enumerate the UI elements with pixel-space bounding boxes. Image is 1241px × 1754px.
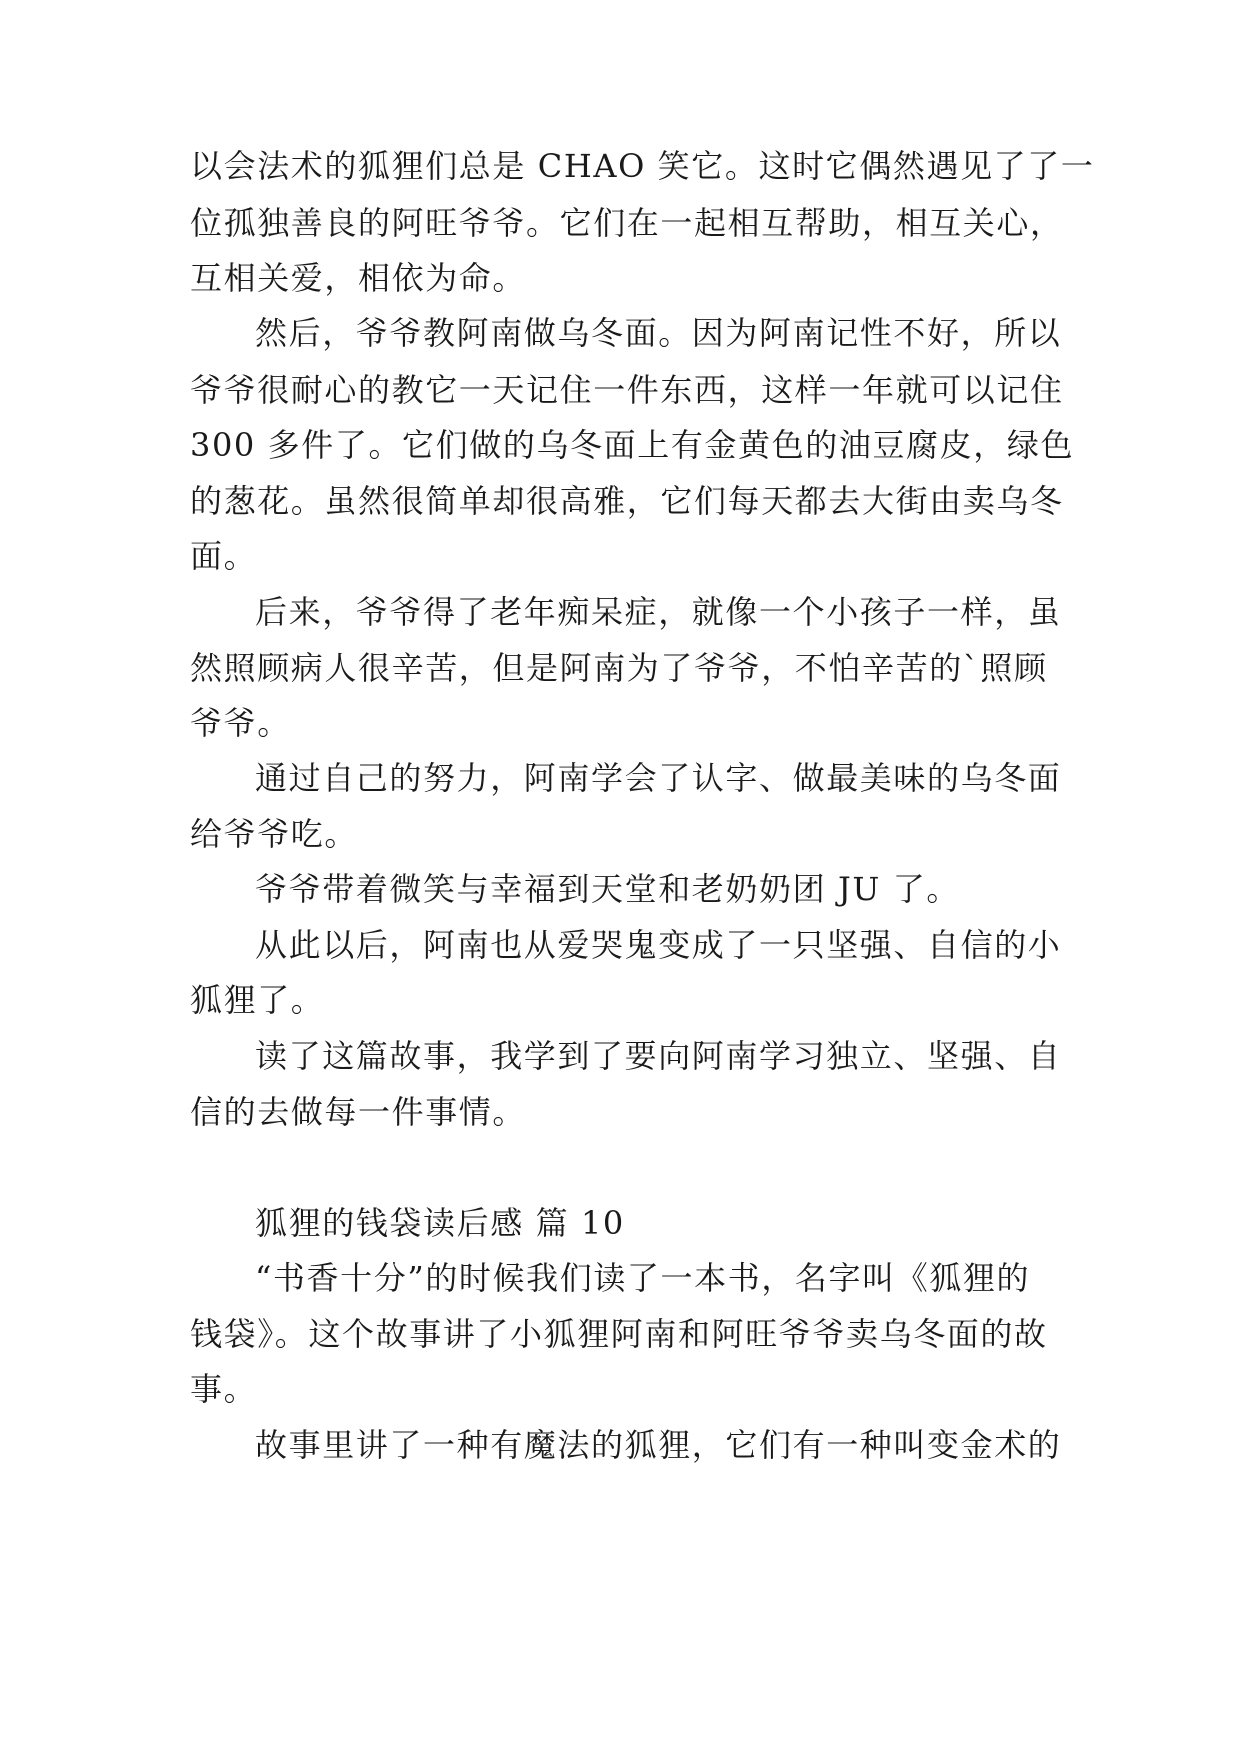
text-line: 的葱花。虽然很简单却很高雅，它们每天都去大街由卖乌冬 [190,482,1064,520]
text-line: 爷爷带着微笑与幸福到天堂和老奶奶团 JU 了。 [255,870,960,908]
text-line: 钱袋》。这个故事讲了小狐狸阿南和阿旺爷爷卖乌冬面的故 [190,1315,1048,1353]
text-line: 狐狸了。 [190,981,325,1019]
text-line: “书香十分”的时候我们读了一本书，名字叫《狐狸的 [255,1259,1031,1297]
text-line: 以会法术的狐狸们总是 CHAO 笑它。这时它偶然遇见了了一 [190,147,1095,185]
text-line: 读了这篇故事，我学到了要向阿南学习独立、坚强、自 [255,1037,1062,1075]
text-line: 爷爷。 [190,704,291,742]
text-line: 然后，爷爷教阿南做乌冬面。因为阿南记性不好，所以 [255,314,1062,352]
text-line: 后来，爷爷得了老年痴呆症，就像一个小孩子一样，虽 [255,593,1062,631]
text-line: 然照顾病人很辛苦，但是阿南为了爷爷，不怕辛苦的`照顾 [190,649,1048,687]
text-line: 通过自己的努力，阿南学会了认字、做最美味的乌冬面 [255,759,1062,797]
text-line: 事。 [190,1370,258,1408]
text-line: 爷爷很耐心的教它一天记住一件东西，这样一年就可以记住 [190,371,1064,409]
text-line: 故事里讲了一种有魔法的狐狸，它们有一种叫变金术的 [255,1426,1062,1464]
text-line: 互相关爱，相依为命。 [190,259,527,297]
text-line: 面。 [190,537,258,575]
text-line: 300 多件了。它们做的乌冬面上有金黄色的油豆腐皮，绿色 [190,426,1075,464]
text-line: 从此以后，阿南也从爱哭鬼变成了一只坚强、自信的小 [255,926,1062,964]
section-heading: 狐狸的钱袋读后感 篇 10 [255,1204,625,1242]
text-line: 给爷爷吃。 [190,815,359,853]
text-line: 信的去做每一件事情。 [190,1093,527,1131]
text-line: 位孤独善良的阿旺爷爷。它们在一起相互帮助，相互关心， [190,204,1064,242]
